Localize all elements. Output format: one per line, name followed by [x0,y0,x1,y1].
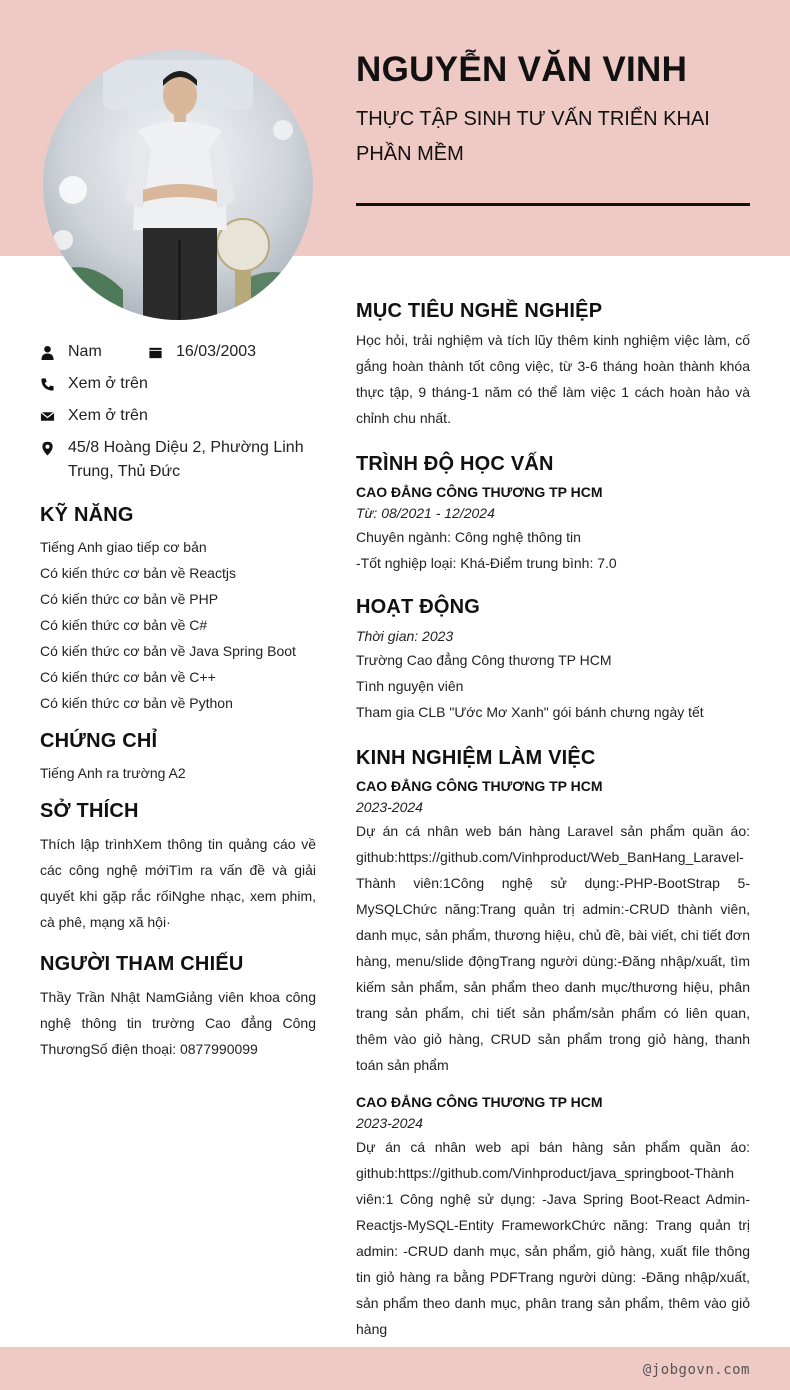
education-school: CAO ĐẲNG CÔNG THƯƠNG TP HCM [356,484,603,500]
skill-item: Có kiến thức cơ bản về PHP [40,591,219,607]
education-grade: -Tốt nghiệp loại: Khá-Điểm trung bình: 7.0 [356,555,617,571]
footer-watermark: @jobgovn.com [642,1362,750,1378]
education-major: Chuyên ngành: Công nghệ thông tin [356,529,581,545]
phone-row [40,372,316,396]
address-value: 45/8 Hoàng Diệu 2, Phường Linh Trung, Thủ Đức [68,439,304,480]
job-period: 2023-2024 [356,1115,423,1131]
birthday-value: 16/03/2003 [176,343,257,360]
job-org: CAO ĐẲNG CÔNG THƯƠNG TP HCM [356,778,603,794]
left-column [40,340,316,1062]
phone-icon [40,372,68,396]
email-icon [40,404,68,428]
location-pin-icon [40,436,68,460]
email-value: Xem ở trên [68,407,148,424]
right-column [356,300,750,1342]
gender-birthday-row [40,340,316,364]
skill-item: Có kiến thức cơ bản về Java Spring Boot [40,643,296,659]
certificate-item: Tiếng Anh ra trường A2 [40,765,186,781]
job-entry [356,1092,750,1342]
job-title: THỰC TẬP SINH TƯ VẤN TRIỂN KHAI PHẦN MỀM [356,108,710,165]
job-description: Dự án cá nhân web api bán hàng sản phẩm quần áo: github:https://github.com/Vinhproduct/java_springboot-Thành viên:1 Công nghệ sử dụng: -Java Spring Boot-React Admin-Reactjs-MySQL-Entity FrameworkChức năng: Trang quản trị admin: -CRUD danh mục, sản phẩm, giỏ hàng, xuất file thông tin giỏ hàng ra bằng PDFTrang người dùng: -Đăng nhập/xuất, sản phẩm theo danh mục, phân trang sản phẩm, thêm vào giỏ hàng [356,1139,750,1337]
phone-value: Xem ở trên [68,375,148,392]
references-text: Thầy Trần Nhật NamGiảng viên khoa công nghệ thông tin trường Cao đẳng Công ThươngSố điện thoại: 0877990099 [40,989,316,1057]
hobbies-text: Thích lập trìnhXem thông tin quảng cáo về các công nghệ mớiTìm ra vấn đề và giải quyết khi gặp rắc rốiNghe nhạc, xem phim, cà phê, mạng xã hội· [40,836,316,930]
skill-item: Có kiến thức cơ bản về C++ [40,669,216,685]
skill-item: Có kiến thức cơ bản về Python [40,695,233,711]
email-row [40,404,316,428]
gender-value: Nam [68,343,102,360]
job-description: Dự án cá nhân web bán hàng Laravel sản phẩm quần áo: github:https://github.com/Vinhproduct/Web_BanHang_Laravel-Thành viên:1Công nghệ sử dụng:-PHP-BootStrap 5-MySQLChức năng:Trang quản trị admin:-CRUD thành viên, danh mục, sản phẩm, thương hiệu, chủ đề, bài viết, chi tiết đơn hàng, menu/slide độngTrang người dùng:-Đăng nhập/xuất, tìm kiếm sản phẩm, sản phẩm theo danh mục/thương hiệu, phân trang sản phẩm, chi tiết sản phẩm/sản phẩm có liên quan, thêm vào giỏ hàng, CRUD sản phẩm trong giỏ hàng, thanh toán sản phẩm [356,823,750,1073]
candidate-name: NGUYỄN VĂN VINH [356,50,688,89]
job-org: CAO ĐẲNG CÔNG THƯƠNG TP HCM [356,1094,603,1110]
activities-period: Thời gian: 2023 [356,628,454,644]
job-entry [356,776,750,1078]
objective-title: MỤC TIÊU NGHỀ NGHIỆP [356,300,603,322]
certificates-title: CHỨNG CHỈ [40,730,158,752]
skill-item: Tiếng Anh giao tiếp cơ bản [40,539,207,555]
address-row [40,436,316,484]
education-period: Từ: 08/2021 - 12/2024 [356,505,495,521]
references-title: NGƯỜI THAM CHIẾU [40,953,244,975]
certificates-list [40,760,316,786]
skill-item: Có kiến thức cơ bản về C# [40,617,208,633]
skill-item: Có kiến thức cơ bản về Reactjs [40,565,236,581]
job-period: 2023-2024 [356,799,423,815]
activity-line: Tham gia CLB "Ước Mơ Xanh" gói bánh chưng ngày tết [356,704,704,720]
skills-list [40,534,316,716]
skills-title: KỸ NĂNG [40,504,134,526]
education-title: TRÌNH ĐỘ HỌC VẤN [356,453,554,475]
activities-title: HOẠT ĐỘNG [356,596,481,618]
calendar-icon [148,340,176,364]
experience-title: KINH NGHIỆM LÀM VIỆC [356,747,596,769]
hobbies-title: SỞ THÍCH [40,800,139,822]
person-icon [40,340,68,364]
profile-photo [43,50,313,320]
activity-line: Trường Cao đẳng Công thương TP HCM [356,652,612,668]
activities-lines [356,647,750,725]
objective-text: Học hỏi, trải nghiệm và tích lũy thêm kinh nghiệm việc làm, cố gắng hoàn thành tốt công việc, từ 3-6 tháng hoàn thành khóa thực tập, 9 tháng-1 năm có thể làm việc 1 cách hoàn hảo và chỉnh chu nhất. [356,332,750,426]
activity-line: Tình nguyện viên [356,678,464,694]
title-divider [356,203,750,206]
experience-jobs [356,776,750,1342]
